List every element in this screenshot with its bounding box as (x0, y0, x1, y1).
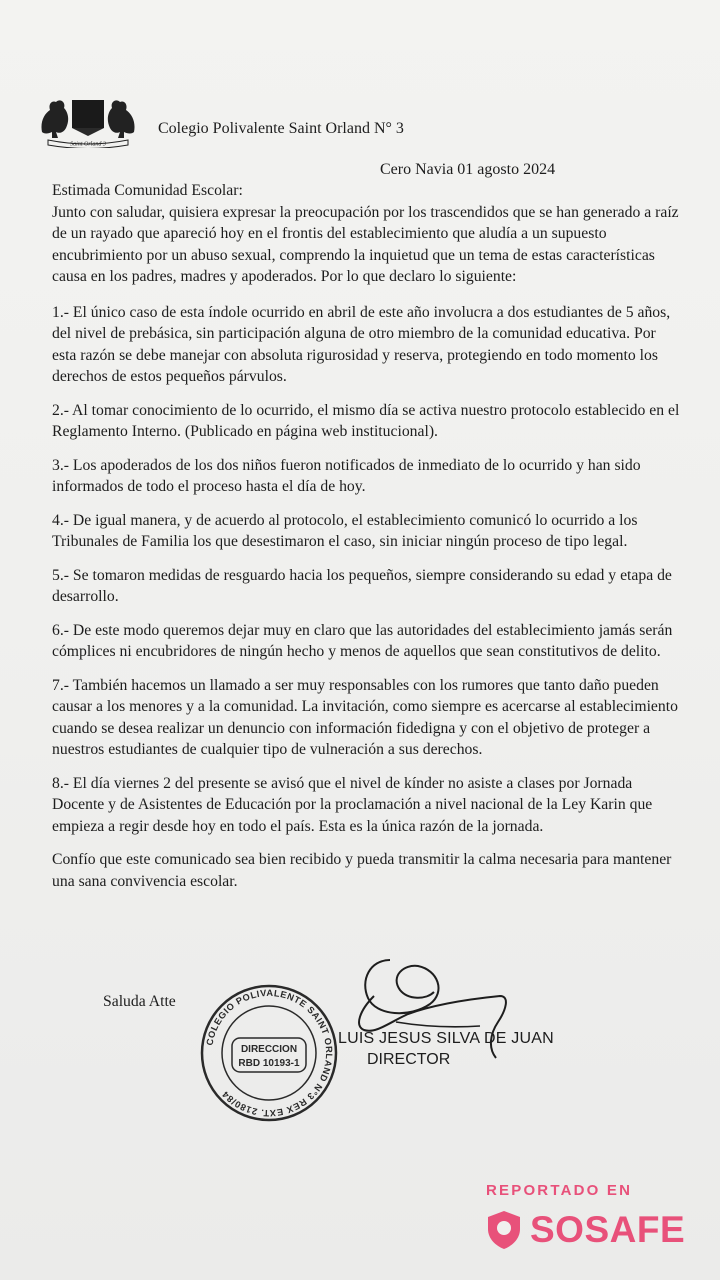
school-name: Colegio Polivalente Saint Orland N° 3 (158, 120, 404, 137)
shield-pin-icon (484, 1209, 524, 1251)
closing-paragraph: Confío que este comunicado sea bien recibido y pueda transmitir la calma necesaria para mantener una sana convivencia escolar. (52, 851, 672, 890)
point-7: 7.- También hacemos un llamado a ser muy responsables con los rumores que tanto daño pueden causar a los menores y a la comunidad. La invitación, como siempre es acercarse al establecimiento cuando se desea realizar un denuncio con información fidedigna y con el objetivo de proteger a nuestros estudiantes de cualquier tipo de vulneración a sus derechos. (52, 676, 678, 758)
point-2: 2.- Al tomar conocimiento de lo ocurrido, el mismo día se activa nuestro protocolo establecido en el Reglamento Interno. (Publicado en página web institucional). (52, 401, 680, 440)
watermark-caption: REPORTADO EN (486, 1182, 633, 1199)
point-4: 4.- De igual manera, y de acuerdo al protocolo, el establecimiento comunicó lo ocurrido a los Tribunales de Familia los que desestimaron el caso, sin iniciar ningún proceso de tipo legal. (52, 511, 638, 550)
point-8: 8.- El día viernes 2 del presente se avisó que el nivel de kínder no asiste a clases por Jornada Docente y de Asistentes de Educación por la proclamación a nivel nacional de la Ley Karin que empieza a regir desde hoy en todo el país. Esta es la única razón de la jornada. (52, 774, 653, 835)
watermark-brand-row (484, 1209, 704, 1251)
letter-date: Cero Navia 01 agosto 2024 (380, 161, 556, 178)
salutation: Saluda Atte (103, 993, 176, 1010)
official-stamp (198, 982, 340, 1124)
stamp-line-2: RBD 10193-1 (238, 1058, 300, 1069)
school-crest-logo (36, 92, 140, 148)
intro-paragraph: Junto con saludar, quisiera expresar la preocupación por los trascendidos que se han generado a raíz de un rayado que apareció hoy en el frontis del establecimiento que aludía a un supuesto encubrimiento por un abuso sexual, comprendo la inquietud que un tema de estas características causa en los padres, madres y apoderados. Por lo que declaro lo siguiente: (52, 203, 679, 285)
letter-body (52, 180, 682, 904)
point-1: 1.- El único caso de esta índole ocurrido en abril de este año involucra a dos estudiantes de 5 años, del nivel de prebásica, sin participación alguna de otro miembro de la comunidad educativa. Por esta razón se debe manejar con absoluta rigurosidad y reserva, protegiendo en todo momento los derechos de estos pequeños párvulos. (52, 303, 671, 385)
stamp-line-1: DIRECCION (240, 1044, 298, 1055)
stamp-ring-text: COLEGIO POLIVALENTE SAINT ORLAND N°3 REX EXT. 2180/84 (204, 987, 335, 1119)
sosafe-watermark (484, 1182, 704, 1262)
signer-title: DIRECTOR (367, 1051, 451, 1068)
point-6: 6.- De este modo queremos dejar muy en claro que las autoridades del establecimiento jamás serán cómplices ni encubridores de ningún hecho y menos de aquellos que sean constitutivos de delito. (52, 621, 673, 660)
logo-ribbon-text: Saint Orland 3 (70, 141, 106, 148)
letterhead (36, 92, 676, 152)
watermark-brand-name: SOSAFE (530, 1209, 686, 1250)
point-5: 5.- Se tomaron medidas de resguardo hacia los pequeños, siempre considerando su edad y etapa de desarrollo. (52, 566, 672, 605)
point-3: 3.- Los apoderados de los dos niños fueron notificados de inmediato de lo ocurrido y han sido informados de todo el proceso hasta el día de hoy. (52, 456, 641, 495)
signer-name: LUIS JESUS SILVA DE JUAN (338, 1030, 554, 1047)
greeting: Estimada Comunidad Escolar: (52, 182, 243, 199)
handwritten-signature (330, 930, 570, 1070)
